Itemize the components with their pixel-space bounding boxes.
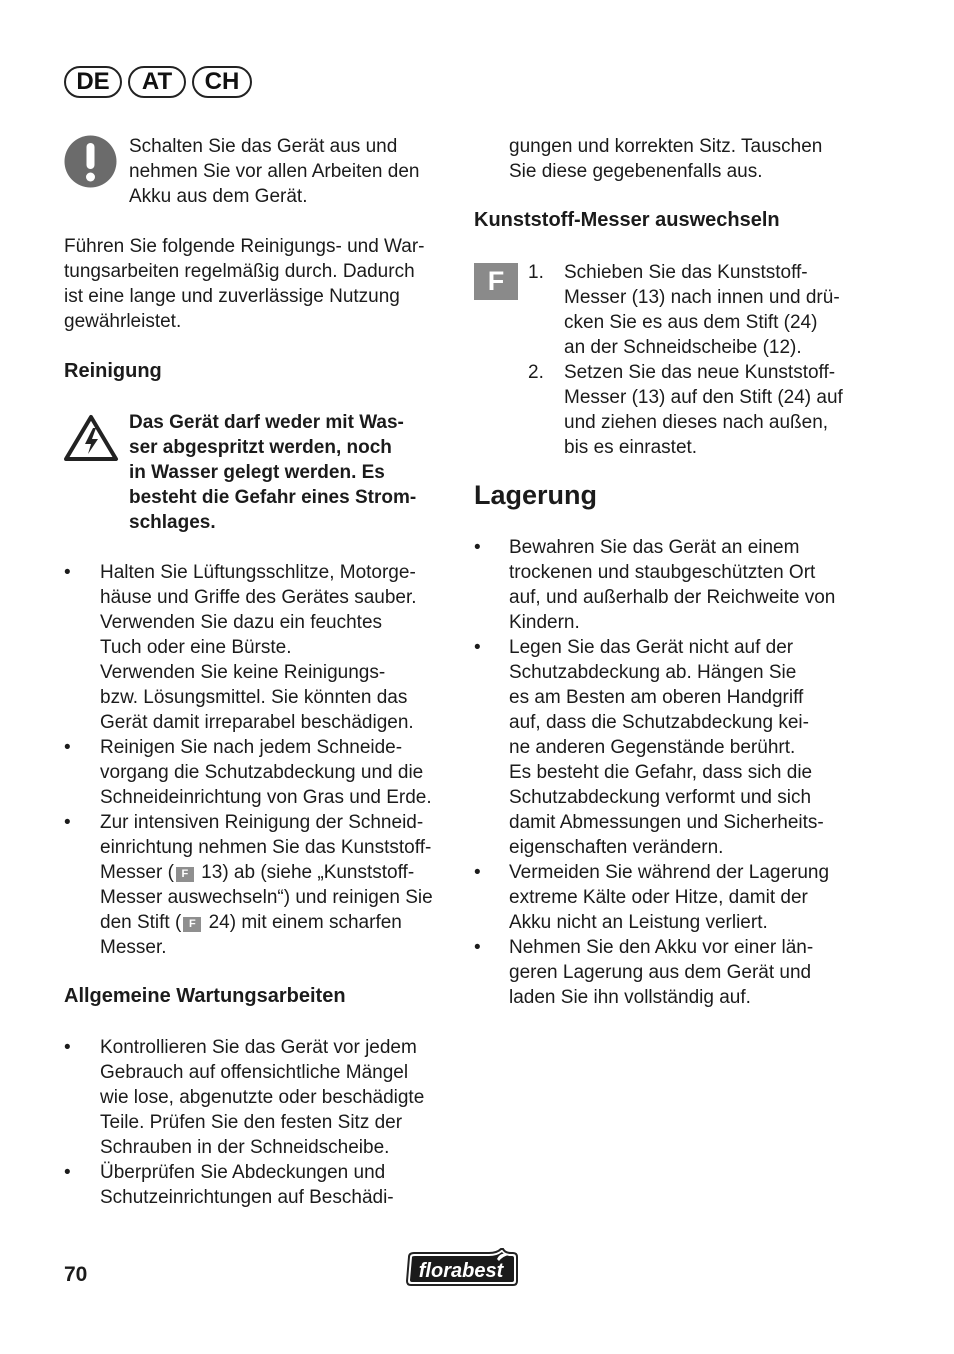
hazard-text: Das Gerät darf weder mit Was- ser abgespritzt werden, noch in Wasser gelegt werden. Es besteht die Gefahr eines Strom- schlages. bbox=[129, 412, 417, 533]
country-code-ch: CH bbox=[192, 66, 252, 98]
intro-paragraph: Führen Sie folgende Reinigungs- und War- tungsarbeiten regelmäßig durch. Dadurch ist eine lange und zuverlässige Nutzung gewährleistet. bbox=[64, 236, 425, 332]
country-code-at: AT bbox=[128, 66, 186, 98]
list-item: Kontrollieren Sie das Gerät vor jedem Gebrauch auf offensichtliche Mängel wie lose, abgenutzte oder beschädigte Teile. Prüfen Sie den festen Sitz der Schrauben in der Schneidscheibe. bbox=[100, 1037, 425, 1158]
step-number: 2. bbox=[528, 362, 544, 383]
bullet-icon: • bbox=[64, 737, 71, 758]
country-code-de: DE bbox=[64, 66, 122, 98]
florabest-logo bbox=[405, 1247, 519, 1287]
page-number: 70 bbox=[64, 1263, 88, 1286]
step-number: 1. bbox=[528, 262, 544, 283]
step-item: Setzen Sie das neue Kunststoff- Messer (13) auf den Stift (24) auf und ziehen dieses nach außen, bis es einrastet. bbox=[564, 362, 843, 458]
bullet-icon: • bbox=[474, 637, 481, 658]
electric-hazard-icon bbox=[63, 413, 119, 463]
figure-f-icon: F bbox=[183, 917, 201, 932]
bullet-icon: • bbox=[474, 862, 481, 883]
figure-f-icon: F bbox=[176, 867, 194, 882]
list-item: Legen Sie das Gerät nicht auf der Schutzabdeckung ab. Hängen Sie es am Besten am oberen Handgriff auf, dass die Schutzabdeckung kei- ne anderen Gegenstände berührt. Es besteht die Gefahr, dass sich die Schutzabdeckung verformt und sich damit Abmessungen und Sicherheits- eigenschaften verändern. bbox=[509, 637, 824, 858]
list-item: Nehmen Sie den Akku vor einer län- geren Lagerung aus dem Gerät und laden Sie ihn vollständig auf. bbox=[509, 937, 814, 1008]
exclamation-warning-icon bbox=[63, 134, 118, 189]
list-item: Reinigen Sie nach jedem Schneide- vorgang die Schutzabdeckung und die Schneideinrichtung von Gras und Erde. bbox=[100, 737, 432, 808]
list-item: Halten Sie Lüftungsschlitze, Motorge- häuse und Griffe des Gerätes sauber. Verwenden Sie dazu ein feuchtes Tuch oder eine Bürste. Verwenden Sie keine Reinigungs- bzw. Lösungsmittel. Sie könnten das Gerät damit irreparabel beschädigen. bbox=[100, 562, 417, 733]
list-item: Zur intensiven Reinigung der Schneid- einrichtung nehmen Sie das Kunststoff- Messer ( F 13) ab (siehe „Kunststoff- Messer auswechseln“) und reinigen Sie den Stift ( F 24) mit einem scharfen Messer. bbox=[100, 812, 433, 958]
heading-kunststoff-messer-auswechseln: Kunststoff-Messer auswechseln bbox=[474, 209, 780, 231]
bullet-icon: • bbox=[474, 537, 481, 558]
heading-allgemeine-wartungsarbeiten: Allgemeine Wartungsarbeiten bbox=[64, 985, 346, 1007]
continuation-text: gungen und korrekten Sitz. Tauschen Sie diese gegebenenfalls aus. bbox=[509, 136, 823, 182]
svg-text:florabest: florabest bbox=[418, 1260, 504, 1282]
list-item: Bewahren Sie das Gerät an einem trockenen und staubgeschützten Ort auf, und außerhalb der Reichweite von Kindern. bbox=[509, 537, 836, 633]
bullet-icon: • bbox=[64, 1037, 71, 1058]
figure-reference-line: Messer ( F 13) ab (siehe „Kunststoff- bbox=[100, 862, 415, 883]
step-item: Schieben Sie das Kunststoff- Messer (13) nach innen und drü- cken Sie es aus dem Stift (24) an der Schneidscheibe (12). bbox=[564, 262, 840, 358]
list-item: Überprüfen Sie Abdeckungen und Schutzeinrichtungen auf Beschädi- bbox=[100, 1162, 394, 1208]
bullet-icon: • bbox=[64, 1162, 71, 1183]
figure-f-icon: F bbox=[474, 263, 518, 300]
bullet-icon: • bbox=[64, 812, 71, 833]
figure-reference-line: den Stift ( F 24) mit einem scharfen bbox=[100, 912, 402, 933]
bullet-icon: • bbox=[64, 562, 71, 583]
bullet-icon: • bbox=[474, 937, 481, 958]
heading-reinigung: Reinigung bbox=[64, 360, 162, 382]
heading-lagerung: Lagerung bbox=[474, 480, 598, 510]
warning-text: Schalten Sie das Gerät aus und nehmen Sie vor allen Arbeiten den Akku aus dem Gerät. bbox=[129, 136, 420, 207]
list-item: Vermeiden Sie während der Lagerung extreme Kälte oder Hitze, damit der Akku nicht an Leistung verliert. bbox=[509, 862, 830, 933]
